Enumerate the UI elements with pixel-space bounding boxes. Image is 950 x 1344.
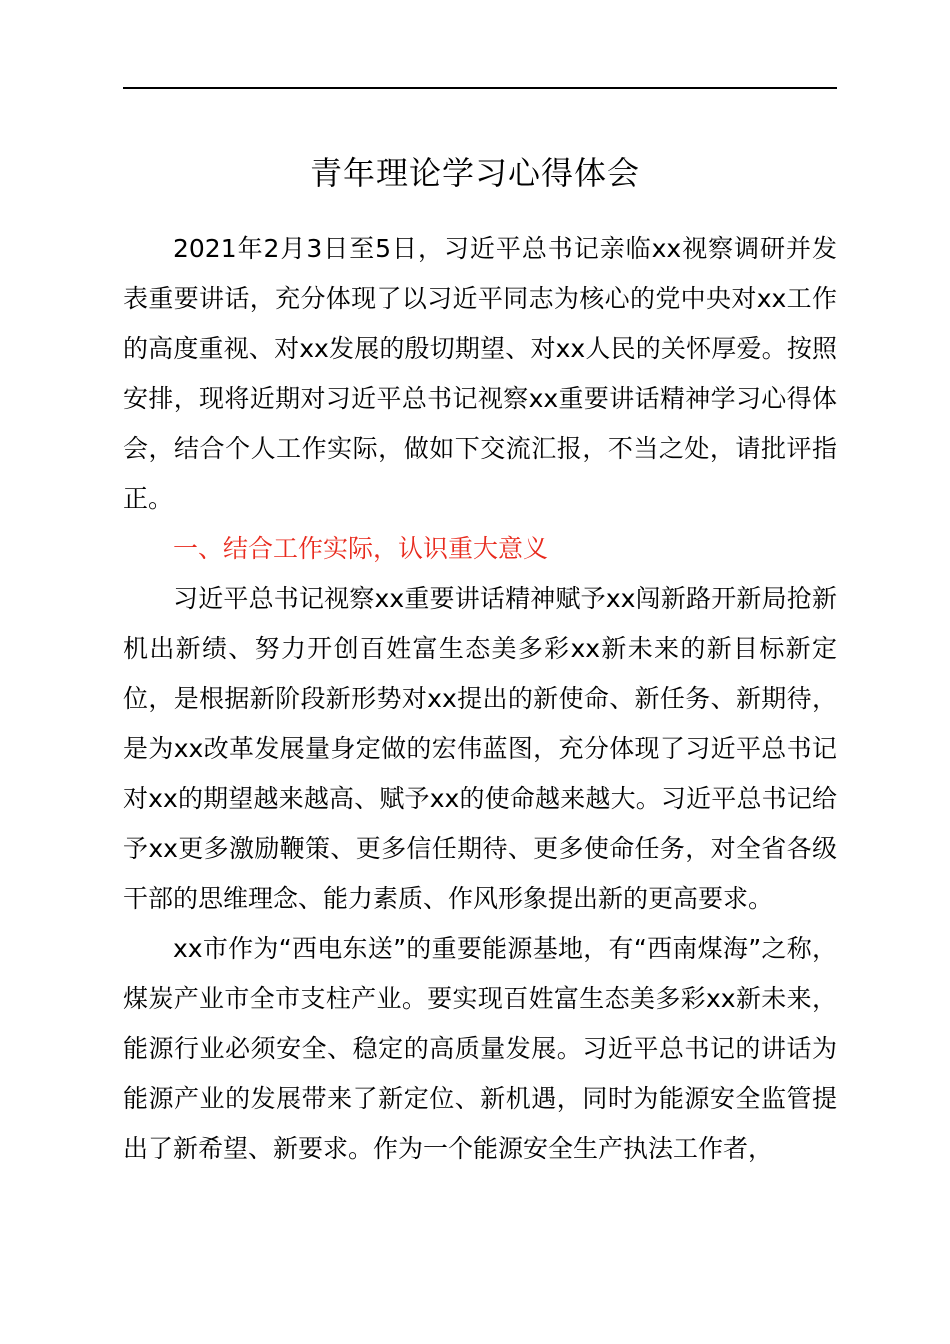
document-body [123,224,837,1174]
document-title: 青年理论学习心得体会 [309,154,640,192]
paragraph-significance: 习近平总书记视察xx重要讲话精神赋予xx闯新路开新局抢新机出新绩、努力开创百姓富生态美多彩xx新未来的新目标新定位，是根据新阶段新形势对xx提出的新使命、新任务、新期待，是为xx改革发展量身定做的宏伟蓝图，充分体现了习近平总书记对xx的期望越来越高、赋予xx的使命越来越大。习近平总书记给予xx更多激励鞭策、更多信任期待、更多使命任务，对全省各级干部的思维理念、能力素质、作风形象提出新的更高要求。 [123,584,837,913]
paragraph-intro: 2021年2月3日至5日，习近平总书记亲临xx视察调研并发表重要讲话，充分体现了以习近平同志为核心的党中央对xx工作的高度重视、对xx发展的殷切期望、对xx人民的关怀厚爱。按照安排，现将近期对习近平总书记视察xx重要讲话精神学习心得体会，结合个人工作实际，做如下交流汇报，不当之处，请批评指正。 [123,234,837,513]
section-heading-1: 一、结合工作实际，认识重大意义 [173,534,549,563]
paragraph-energy: xx市作为“西电东送”的重要能源基地，有“西南煤海”之称，煤炭产业市全市支柱产业。要实现百姓富生态美多彩xx新未来，能源行业必须安全、稳定的高质量发展。习近平总书记的讲话为能源产业的发展带来了新定位、新机遇，同时为能源安全监管提出了新希望、新要求。作为一个能源安全生产执法工作者， [123,934,837,1163]
header-rule [123,87,837,89]
